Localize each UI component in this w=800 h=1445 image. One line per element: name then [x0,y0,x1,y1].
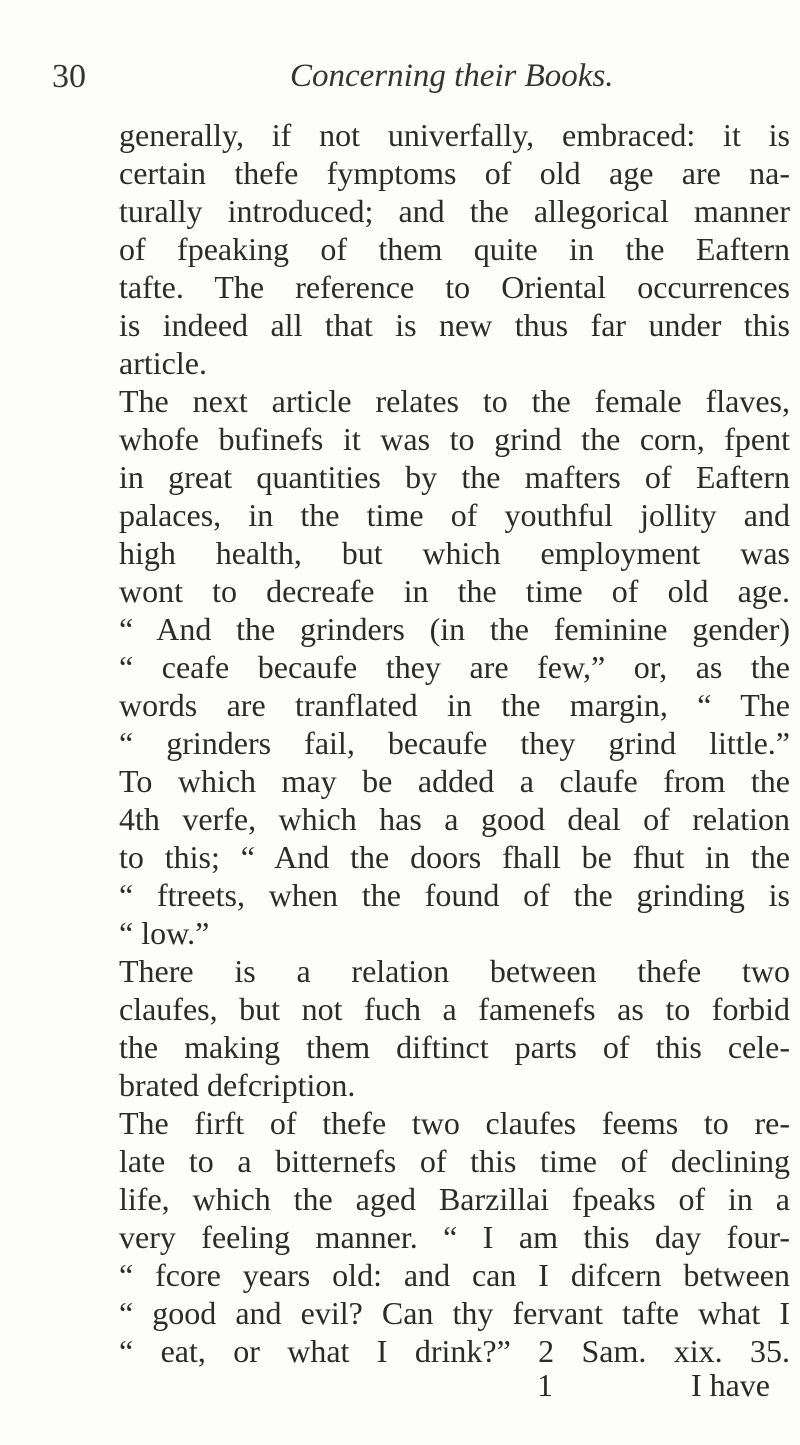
text-line: tafte. The reference to Oriental occurrences [119,269,790,305]
text-line: “ grinders fail, becaufe they grind little.” [119,725,790,761]
text-line: article. [119,345,207,381]
text-line: 4th verfe, which has a good deal of relation [119,801,790,837]
text-line: “ good and evil? Can thy fervant tafte what I [119,1295,790,1331]
page-footer [119,1365,790,1405]
page-number: 30 [52,58,86,95]
text-line: generally, if not univerfally, embraced: it is [119,117,790,153]
text-line: certain thefe fymptoms of old age are na- [119,155,790,191]
text-line: is indeed all that is new thus far under this [119,307,790,343]
text-line: “ low.” [119,915,210,951]
text-line: in great quantities by the mafters of Eaftern [119,459,790,495]
text-line: very feeling manner. “ I am this day four- [119,1219,790,1255]
text-line: claufes, but not fuch a famenefs as to forbid [119,991,790,1027]
text-line: To which may be added a claufe from the [119,763,790,799]
text-line: “ ftreets, when the found of the grinding is [119,877,790,913]
text-line: “ eat, or what I drink?” 2 Sam. xix. 35. [119,1333,790,1369]
text-line: whofe bufinefs it was to grind the corn, fpent [119,421,790,457]
signature-mark: 1 [537,1367,553,1403]
catchword: I have [690,1367,770,1403]
text-line: turally introduced; and the allegorical manner [119,193,790,229]
text-line: to this; “ And the doors fhall be fhut in the [119,839,790,875]
text-line: There is a relation between thefe two [119,953,790,989]
text-line: late to a bitternefs of this time of declining [119,1143,790,1179]
text-line: “ And the grinders (in the feminine gender) [119,611,790,647]
running-head: Concerning their Books. [290,58,614,94]
text-line: The next article relates to the female flaves, [119,383,790,419]
text-line: life, which the aged Barzillai fpeaks of in a [119,1181,790,1217]
text-line: “ fcore years old: and can I difcern between [119,1257,790,1293]
text-line: “ ceafe becaufe they are few,” or, as the [119,649,790,685]
text-line: high health, but which employment was [119,535,790,571]
text-line: of fpeaking of them quite in the Eaftern [119,231,790,267]
text-line: the making them diftinct parts of this cele- [119,1029,790,1065]
text-line: wont to decreafe in the time of old age. [119,573,790,609]
text-line: palaces, in the time of youthful jollity and [119,497,790,533]
text-line: words are tranflated in the margin, “ The [119,687,790,723]
text-line: The firft of thefe two claufes feems to re- [119,1105,790,1141]
text-line: brated defcription. [119,1067,356,1103]
